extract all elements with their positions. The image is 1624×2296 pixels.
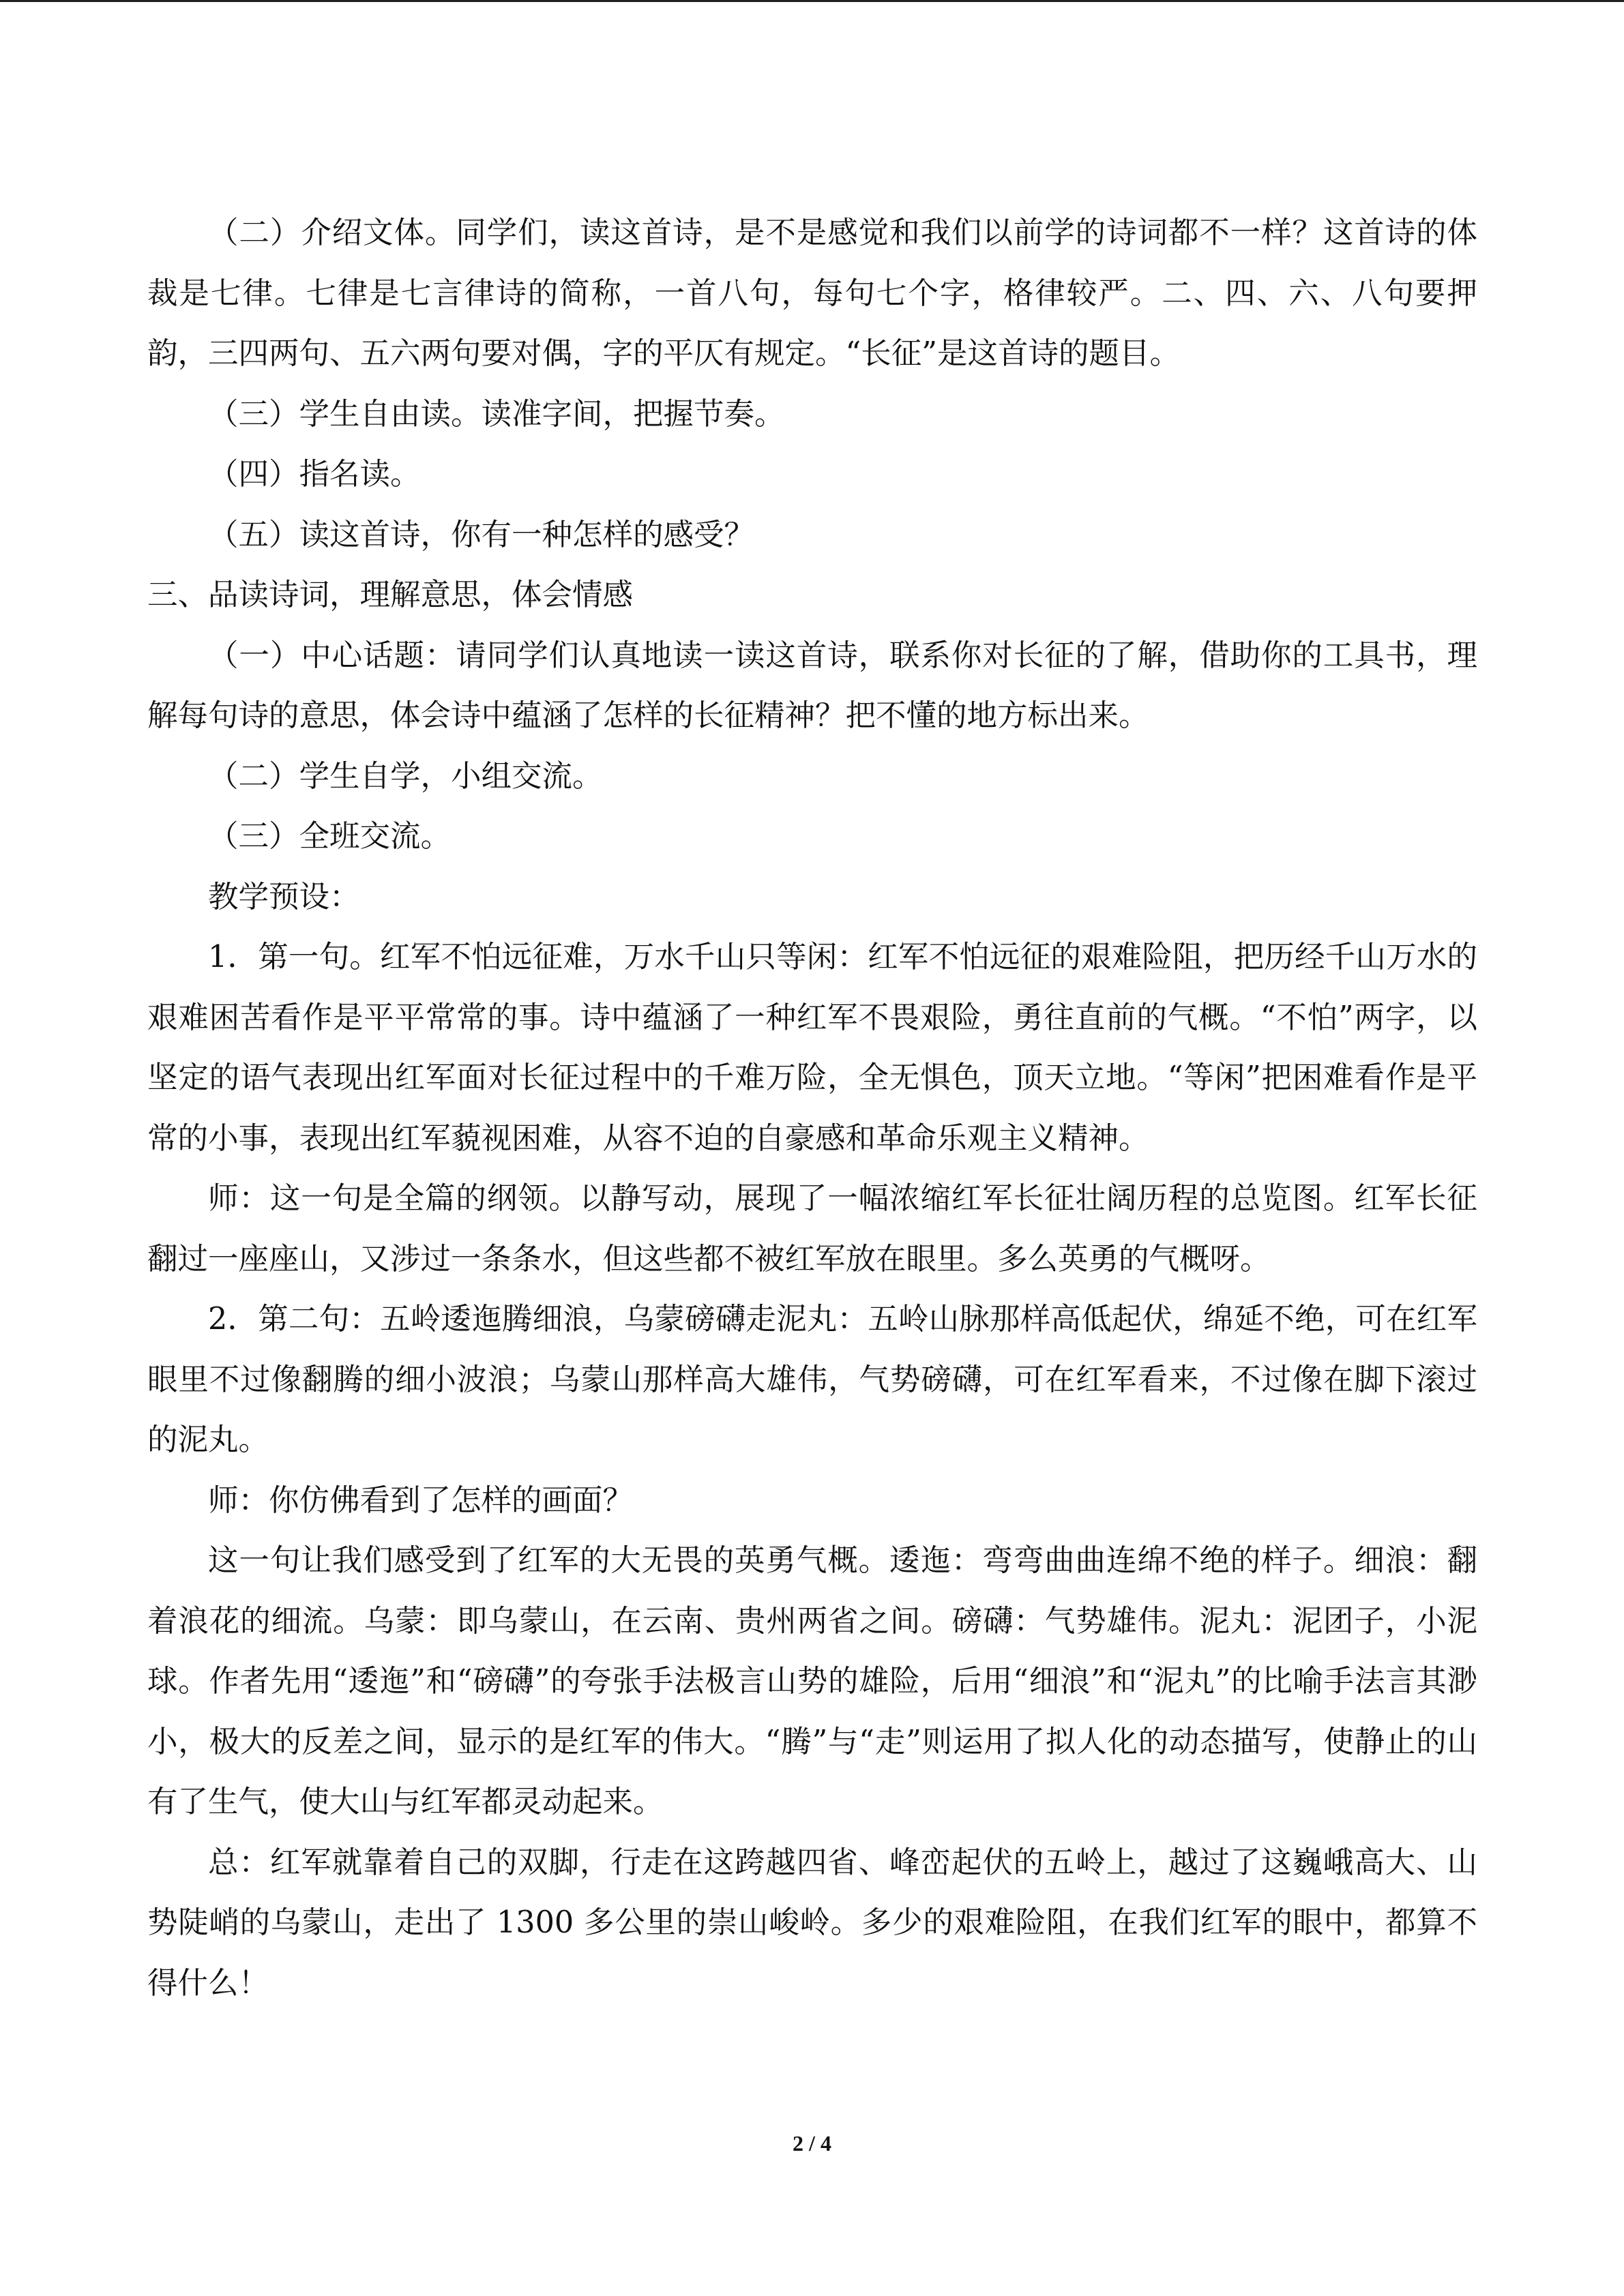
paragraph-free-reading: （三）学生自由读。读准字间，把握节奏。: [208, 396, 785, 432]
paragraph-intro-genre: （二）介绍文体。同学们，读这首诗，是不是感觉和我们以前学的诗词都不一样？这首诗的体裁是七律。七律是七言律诗的简称，一首八句，每句七个字，格律较严。二、四、六、八句要押韵，三四两句、五六两句要对偶，字的平仄有规定。“长征”是这首诗的题目。: [147, 215, 1477, 371]
paragraph-summary: 总：红军就靠着自己的双脚，行走在这跨越四省、峰峦起伏的五岭上，越过了这巍峨高大、山势陡峭的乌蒙山，走出了 1300 多公里的崇山峻岭。多少的艰难险阻，在我们红军的眼中，都算不得什么！: [147, 1845, 1477, 2001]
paragraph-teaching-preset: 教学预设：: [208, 879, 360, 914]
section-heading-three: 三、品读诗词，理解意思，体会情感: [147, 578, 634, 612]
document-body: [147, 203, 1477, 2014]
paragraph-named-reading: （四）指名读。: [208, 457, 421, 492]
paragraph-teacher-question: 师：你仿佛看到了怎样的画面？: [208, 1482, 634, 1518]
paragraph-teacher-note-1: 师：这一句是全篇的纲领。以静写动，展现了一幅浓缩红军长征壮阔历程的总览图。红军长征翻过一座座山，又涉过一条条水，但这些都不被红军放在眼里。多么英勇的气概呀。: [147, 1181, 1477, 1277]
paragraph-first-line: 1．第一句。红军不怕远征难，万水千山只等闲：红军不怕远征的艰难险阻，把历经千山万水的艰难困苦看作是平平常常的事。诗中蕴涵了一种红军不畏艰险，勇往直前的气概。“不怕”两字，以坚定的语气表现出红军面对长征过程中的千难万险，全无惧色，顶天立地。“等闲”把困难看作是平常的小事，表现出红军藐视困难，从容不迫的自豪感和革命乐观主义精神。: [147, 940, 1477, 1156]
paragraph-central-topic: （一）中心话题：请同学们认真地读一读这首诗，联系你对长征的了解，借助你的工具书，理解每句诗的意思，体会诗中蕴涵了怎样的长征精神？把不懂的地方标出来。: [147, 638, 1477, 733]
paragraph-analysis: 这一句让我们感受到了红军的大无畏的英勇气概。逶迤：弯弯曲曲连绵不绝的样子。细浪：翻着浪花的细流。乌蒙：即乌蒙山，在云南、贵州两省之间。磅礴：气势雄伟。泥丸：泥团子，小泥球。作者先用“逶迤”和“磅礴”的夸张手法极言山势的雄险，后用“细浪”和“泥丸”的比喻手法言其渺小，极大的反差之间，显示的是红军的伟大。“腾”与“走”则运用了拟人化的动态描写，使静止的山有了生气，使大山与红军都灵动起来。: [147, 1543, 1477, 1819]
paragraph-self-study: （二）学生自学，小组交流。: [208, 758, 603, 794]
paragraph-feeling-question: （五）读这首诗，你有一种怎样的感受？: [208, 517, 755, 552]
paragraph-second-line: 2．第二句：五岭逶迤腾细浪，乌蒙磅礴走泥丸：五岭山脉那样高低起伏，绵延不绝，可在红军眼里不过像翻腾的细小波浪；乌蒙山那样高大雄伟，气势磅礴，可在红军看来，不过像在脚下滚过的泥丸。: [147, 1302, 1477, 1457]
paragraph-class-exchange: （三）全班交流。: [208, 819, 452, 854]
top-border-line: [0, 0, 1624, 2]
page-number: 2 / 4: [793, 2131, 831, 2156]
